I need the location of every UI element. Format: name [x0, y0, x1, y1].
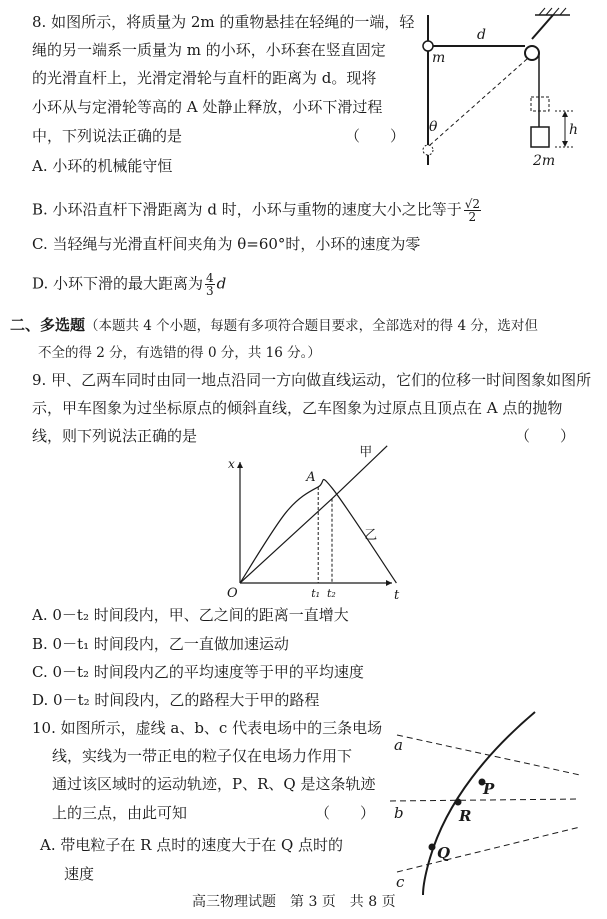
q10-line-1: 10. 如图所示，虚线 a、b、c 代表电场中的三条电场	[32, 719, 383, 737]
q8-option-b-text: B. 小环沿直杆下滑距离为 d 时，小环与重物的速度大小之比等于	[32, 200, 462, 219]
q8-option-b	[32, 198, 483, 223]
series-jia-line	[240, 446, 387, 583]
label-d: d	[477, 27, 486, 43]
q9-line-2: 示，甲车图象为过坐标原点的倾斜直线，乙车图象为过原点且顶点在 A 点的抛物	[32, 399, 563, 417]
point-label-a: A	[306, 469, 316, 485]
q8-option-c: C. 当轻绳与光滑直杆间夹角为 θ=60°时，小环的速度为零	[32, 235, 421, 253]
x-axis-label: x	[228, 457, 235, 471]
section-2-desc-1: （本题共 4 个小题，每题有多项符合题目要求，全部选对的得 4 分，选对但	[85, 318, 538, 334]
frac-numerator: √2	[464, 197, 480, 211]
series-yi-label: 乙	[364, 527, 378, 543]
field-line-a	[397, 735, 580, 775]
label-m: m	[432, 50, 446, 66]
ceiling-hatch	[539, 8, 566, 15]
tick-label-t2: t₂	[327, 587, 336, 600]
label-2m: 2m	[533, 153, 556, 169]
particle-trajectory	[423, 712, 535, 895]
weight-2m	[531, 127, 549, 147]
q8-line-4: 小环从与定滑轮等高的 A 处静止释放，小环下滑过程	[32, 98, 383, 116]
q8-answer-paren: （ ）	[345, 127, 406, 145]
label-r: R	[459, 807, 472, 825]
q9-line-1: 9. 甲、乙两车同时由同一地点沿同一方向做直线运动，它们的位移一时间图象如图所	[32, 371, 592, 389]
q8-option-a: A. 小环的机械能守恒	[32, 157, 173, 175]
q10-figure	[385, 710, 590, 895]
label-h: h	[569, 122, 579, 138]
q9-option-b: B. 0－t₁ 时间段内，乙一直做加速运动	[32, 635, 289, 653]
q9-option-d: D. 0－t₂ 时间段内，乙的路程大于甲的路程	[32, 691, 320, 709]
label-p: P	[483, 780, 495, 798]
q8-option-d-var: d	[216, 274, 227, 293]
weight-initial-dashed	[531, 97, 549, 111]
x-axis-arrow	[237, 462, 243, 468]
pulley	[525, 46, 539, 60]
label-a: a	[394, 736, 403, 754]
frac-denominator: 3	[206, 284, 214, 298]
q9-answer-paren: （ ）	[515, 427, 576, 445]
q9-chart	[222, 444, 402, 603]
dashed-rope	[430, 59, 527, 145]
q10-option-a-1: A. 带电粒子在 R 点时的速度大于在 Q 点时的	[40, 836, 344, 854]
label-q: Q	[437, 844, 451, 862]
series-jia-label: 甲	[359, 444, 373, 460]
pulley-bracket	[532, 15, 553, 39]
q8-line-1: 8. 如图所示，将质量为 2m 的重物悬挂在轻绳的一端，轻	[32, 13, 415, 31]
label-c: c	[396, 873, 405, 891]
q8-line-2: 绳的另一端系一质量为 m 的小环，小环套在竖直固定	[32, 41, 386, 59]
field-line-b	[390, 799, 580, 801]
t-axis-label: t	[394, 588, 400, 603]
origin-label: O	[227, 586, 238, 601]
section-2-heading-line	[10, 315, 538, 336]
q8-option-d	[32, 272, 226, 297]
frac-numerator: 4	[206, 271, 214, 285]
t-axis-arrow	[386, 580, 392, 586]
point-r	[455, 799, 462, 806]
q10-option-a-2: 速度	[64, 865, 95, 883]
tick-label-t1: t₁	[311, 587, 321, 600]
label-b: b	[394, 804, 404, 822]
page-footer: 高三物理试题 第 3 页 共 8 页	[192, 894, 396, 910]
q10-line-3: 通过该区域时的运动轨迹，P、R、Q 是这条轨迹	[52, 775, 376, 793]
q8-line-3: 的光滑直杆上，光滑定滑轮与直杆的距离为 d。现将	[32, 69, 377, 87]
q8-option-d-text: D. 小环下滑的最大距离为	[32, 274, 204, 293]
q8-figure	[415, 15, 595, 170]
q8-option-b-fraction	[464, 198, 481, 223]
section-2-desc-2: 不全的得 2 分，有选错的得 0 分，共 16 分。）	[38, 345, 321, 361]
label-theta: θ	[429, 119, 438, 135]
field-line-c	[397, 827, 580, 872]
q10-answer-paren: （ ）	[315, 804, 376, 822]
q8-line-5: 中，下列说法正确的是	[32, 127, 183, 145]
q8-option-d-fraction	[205, 272, 215, 297]
q9-option-c: C. 0－t₂ 时间段内乙的平均速度等于甲的平均速度	[32, 663, 364, 681]
section-2-heading: 二、多选题	[10, 316, 86, 334]
ring-dashed	[423, 145, 433, 155]
q10-line-4: 上的三点，由此可知	[52, 804, 188, 822]
q10-line-2: 线，实线为一带正电的粒子仅在电场力作用下	[52, 747, 353, 765]
q9-option-a: A. 0－t₂ 时间段内，甲、乙之间的距离一直增大	[32, 606, 349, 624]
point-q	[429, 844, 436, 851]
q9-line-3: 线，则下列说法正确的是	[32, 427, 198, 445]
frac-denominator: 2	[468, 210, 477, 224]
